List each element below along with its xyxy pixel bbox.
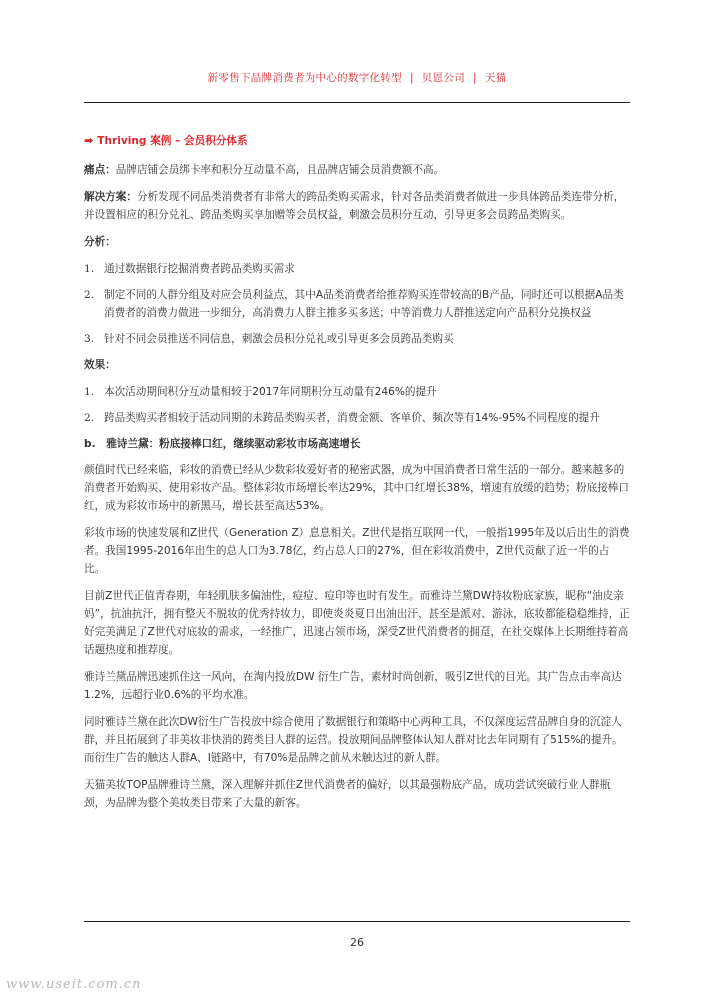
list-number: 1. (84, 263, 95, 275)
analysis-item-text: 通过数据银行挖掘消费者跨品类购买需求 (104, 263, 295, 275)
body-paragraph: 同时雅诗兰黛在此次DW衍生广告投放中综合使用了数据银行和策略中心两种工具，不仅深度运营品牌自身的沉淀人群，并且拓展到了非美妆非快消的跨类目人群的运营。投放期间品牌整体认知人群对比去年同期有了515%的提升。而衍生广告的触达人群A、I链路中，有70%是品牌之前从未触达过的新人群。 (84, 716, 623, 764)
list-number: 2. (84, 289, 95, 301)
pain-point-label: 痛点： (84, 164, 116, 176)
analysis-item (84, 260, 630, 278)
solution-text: 分析发现不同品类消费者有非常大的跨品类购买需求，针对各品类消费者做进一步具体跨品类连带分析，并设置相应的积分兑礼、跨品类购买享加赠等会员权益，刺激会员积分互动，引导更多会员跨品类购买。 (84, 191, 625, 221)
page-content (84, 132, 630, 821)
section-title (84, 132, 630, 150)
analysis-item (84, 286, 630, 322)
section-title-text: Thriving 案例 – 会员积分体系 (97, 135, 248, 147)
pain-point-text: 品牌店铺会员绑卡率和积分互动量不高，且品牌店铺会员消费额不高。 (115, 164, 445, 176)
list-number: 3. (84, 333, 95, 345)
body-paragraph: 颜值时代已经来临，彩妆的消费已经从少数彩妆爱好者的秘密武器，成为中国消费者日常生活的一部分。越来越多的消费者开始购买、使用彩妆产品。整体彩妆市场增长率达29%，其中口红增长38%，增速有放缓的趋势；粉底接棒口红，成为彩妆市场中的新黑马，增长甚至高达53%。 (84, 464, 629, 512)
header-partner: 天猫 (484, 72, 507, 84)
watermark: www.useit.com.cn (6, 977, 142, 992)
case-b-title: b. 雅诗兰黛：粉底接棒口红，继续驱动彩妆市场高速增长 (84, 438, 361, 450)
analysis-item-text: 针对不同会员推送不同信息，刺激会员积分兑礼或引导更多会员跨品类购买 (104, 333, 454, 345)
body-paragraph: 目前Z世代正值青春期，年轻肌肤多偏油性，痘痘、痘印等也时有发生。而雅诗兰黛DW持妆粉底家族，昵称“油皮亲妈”，抗油抗汗，拥有整天不脱妆的优秀持妆力，即使炎炎夏日出油出汗、甚至是派对、游泳，底妆都能稳稳维持，正好完美满足了Z世代对底妆的需求，一经推广，迅速占领市场，深受Z世代消费者的拥趸，在社交媒体上长期维持着高话题热度和推荐度。 (84, 590, 630, 656)
analysis-item (84, 330, 630, 348)
body-paragraph: 彩妆市场的快速发展和Z世代（Generation Z）息息相关。Z世代是指互联网一代，一般指1995年及以后出生的消费者。我国1995-2016年出生的总人口为3.78亿，约占总人口的27%，但在彩妆消费中，Z世代贡献了近一半的占比。 (84, 527, 630, 575)
pain-point (84, 161, 630, 179)
list-number: 2. (84, 412, 95, 424)
footer-rule (84, 921, 630, 922)
effect-item-text: 跨品类购买者相较于活动同期的未跨品类购买者，消费金额、客单价、频次等有14%-95%不同程度的提升 (104, 412, 600, 424)
analysis-item-text: 制定不同的人群分组及对应会员利益点，其中A品类消费者给推荐购买连带较高的B产品，同时还可以根据A品类消费者的消费力做进一步细分，高消费力人群主推多买多送；中等消费力人群推送定向产品积分兑换权益 (104, 289, 624, 319)
solution (84, 188, 630, 224)
body-paragraph: 雅诗兰黛品牌迅速抓住这一风向，在淘内投放DW 衍生广告，素材时尚创新，吸引Z世代的目光。其广告点击率高达1.2%，远超行业0.6%的平均水准。 (84, 671, 622, 701)
header-rule (84, 102, 630, 103)
analysis-label: 分析： (84, 236, 116, 248)
list-number: 1. (84, 386, 95, 398)
effect-item (84, 409, 630, 427)
running-header (0, 70, 714, 85)
header-report-title: 新零售下品牌消费者为中心的数字化转型 (207, 72, 402, 84)
arrow-right-icon: ➡ (84, 134, 94, 147)
body-paragraph: 天猫美妆TOP品牌雅诗兰黛，深入理解并抓住Z世代消费者的偏好，以其最强粉底产品，成功尝试突破行业人群瓶颈，为品牌为整个美妆类目带来了大量的新客。 (84, 779, 611, 809)
effect-item-text: 本次活动期间积分互动量相较于2017年同期积分互动量有246%的提升 (104, 386, 437, 398)
header-separator: | (409, 72, 414, 84)
effect-label: 效果： (84, 359, 116, 371)
header-author: 贝恩公司 (421, 72, 465, 84)
solution-label: 解决方案： (84, 191, 137, 203)
effect-item (84, 383, 630, 401)
header-separator: | (473, 72, 477, 84)
page-number: 26 (350, 936, 364, 949)
